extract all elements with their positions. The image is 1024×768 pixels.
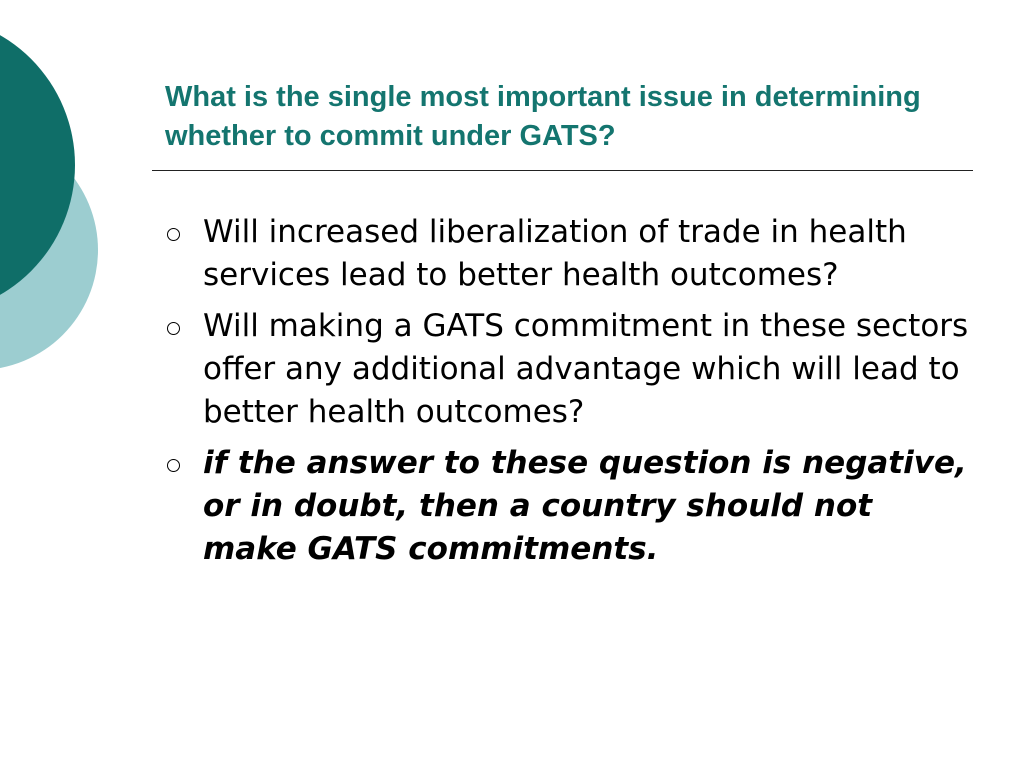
bullet-item-3	[165, 442, 975, 571]
bullet-item-1	[165, 211, 975, 297]
decorative-circles	[0, 0, 110, 420]
hollow-circle-bullet-icon	[167, 459, 180, 472]
hollow-circle-bullet-icon	[167, 228, 180, 241]
bullet-list	[165, 211, 975, 579]
slide-title: What is the single most important issue in determining whether to commit under GATS?	[165, 81, 921, 152]
bullet-text: Will making a GATS commitment in these sectors offer any additional advantage which will lead to better health outcomes?	[203, 308, 969, 430]
title-divider	[152, 170, 973, 171]
hollow-circle-bullet-icon	[167, 322, 180, 335]
bullet-text-emphasized: if the answer to these question is negative, or in doubt, then a country should not make GATS commitments.	[203, 445, 967, 567]
bullet-item-2	[165, 305, 975, 434]
bullet-text: Will increased liberalization of trade in health services lead to better health outcomes?	[203, 214, 907, 293]
